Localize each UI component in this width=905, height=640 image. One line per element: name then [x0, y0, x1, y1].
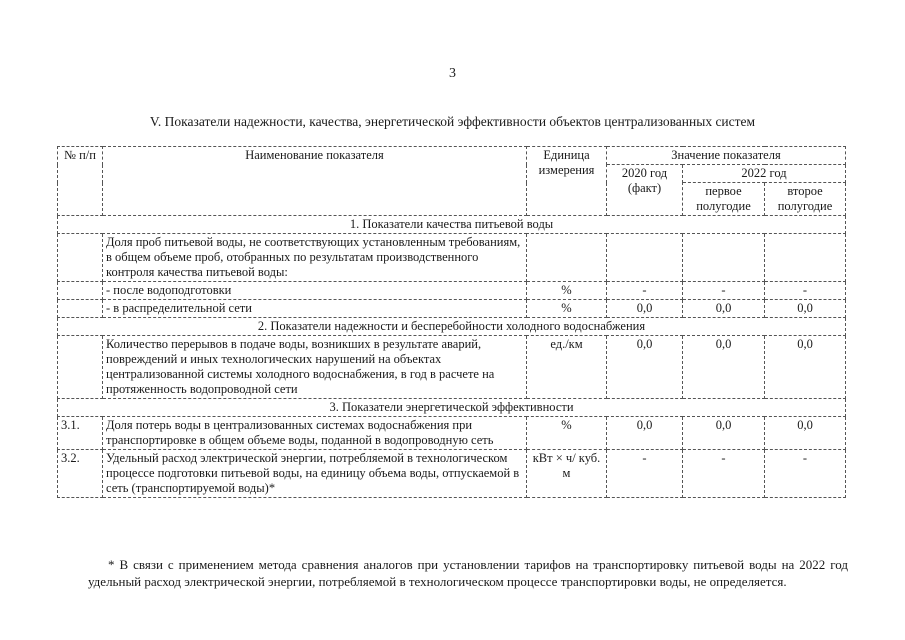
- section-title: V. Показатели надежности, качества, энергетической эффективности объектов централизованных систем: [149, 114, 756, 129]
- page-number: 3: [449, 66, 456, 81]
- row-value-half2: -: [765, 282, 846, 300]
- row-value-half2: 0,0: [765, 417, 846, 450]
- table-row: [58, 234, 846, 282]
- row-value-half1: 0,0: [683, 417, 765, 450]
- row-unit: кВт × ч/ куб. м: [527, 450, 607, 498]
- row-name: - в распределительной сети: [103, 300, 527, 318]
- row-value-2020: -: [607, 282, 683, 300]
- row-value-2020: 0,0: [607, 336, 683, 399]
- header-half1: первое полугодие: [683, 183, 765, 216]
- row-value-half2: 0,0: [765, 300, 846, 318]
- header-year-2022: 2022 год: [683, 165, 846, 183]
- row-name: Количество перерывов в подаче воды, возникших в результате аварий, повреждений и иных технологических нарушений на объектах централизованной системы холодного водоснабжения, в год в расчете на протяженность водопроводной сети: [103, 336, 527, 399]
- group-title-row: [58, 318, 846, 336]
- row-value-2020: 0,0: [607, 300, 683, 318]
- table-row: [58, 336, 846, 399]
- row-unit: ед./км: [527, 336, 607, 399]
- row-name: Удельный расход электрической энергии, потребляемой в технологическом процессе подготовки питьевой воды, на единицу объема воды, отпускаемой в сеть (транспортируемой воды)*: [103, 450, 527, 498]
- group3-title: 3. Показатели энергетической эффективности: [58, 399, 846, 417]
- row-unit: %: [527, 282, 607, 300]
- header-unit: Единица измерения: [527, 147, 607, 216]
- row-unit: %: [527, 300, 607, 318]
- group1-intro: Доля проб питьевой воды, не соответствующих установленным требованиям, в общем объеме проб, отобранных по результатам производственного контроля качества питьевой воды:: [103, 234, 527, 282]
- row-value-half1: 0,0: [683, 300, 765, 318]
- row-name: Доля потерь воды в централизованных системах водоснабжения при транспортировке в общем объеме воды, поданной в водопроводную сеть: [103, 417, 527, 450]
- row-name: - после водоподготовки: [103, 282, 527, 300]
- table-row: [58, 450, 846, 498]
- row-num: 3.2.: [58, 450, 103, 498]
- header-half2: второе полугодие: [765, 183, 846, 216]
- row-value-half1: -: [683, 450, 765, 498]
- row-value-half2: 0,0: [765, 336, 846, 399]
- table-row: [58, 417, 846, 450]
- row-value-half1: 0,0: [683, 336, 765, 399]
- header-num: № п/п: [58, 147, 103, 216]
- header-row: [58, 147, 846, 165]
- row-unit: %: [527, 417, 607, 450]
- row-value-2020: 0,0: [607, 417, 683, 450]
- header-year-2020: 2020 год (факт): [607, 165, 683, 216]
- table-row: [58, 282, 846, 300]
- header-value: Значение показателя: [607, 147, 846, 165]
- group-title-row: [58, 216, 846, 234]
- row-num: 3.1.: [58, 417, 103, 450]
- group-title-row: [58, 399, 846, 417]
- header-name: Наименование показателя: [103, 147, 527, 216]
- row-value-half1: -: [683, 282, 765, 300]
- footnote: [88, 556, 848, 590]
- row-value-2020: -: [607, 450, 683, 498]
- footnote-text: * В связи с применением метода сравнения аналогов при установлении тарифов на транспортировку питьевой воды на 2022 год удельный расход электрической энергии, потребляемой в технологическом процессе транспортировки воды, не определяется.: [88, 557, 848, 589]
- group2-title: 2. Показатели надежности и бесперебойности холодного водоснабжения: [58, 318, 846, 336]
- group1-title: 1. Показатели качества питьевой воды: [58, 216, 846, 234]
- row-value-half2: -: [765, 450, 846, 498]
- indicators-table: [57, 146, 846, 498]
- table-row: [58, 300, 846, 318]
